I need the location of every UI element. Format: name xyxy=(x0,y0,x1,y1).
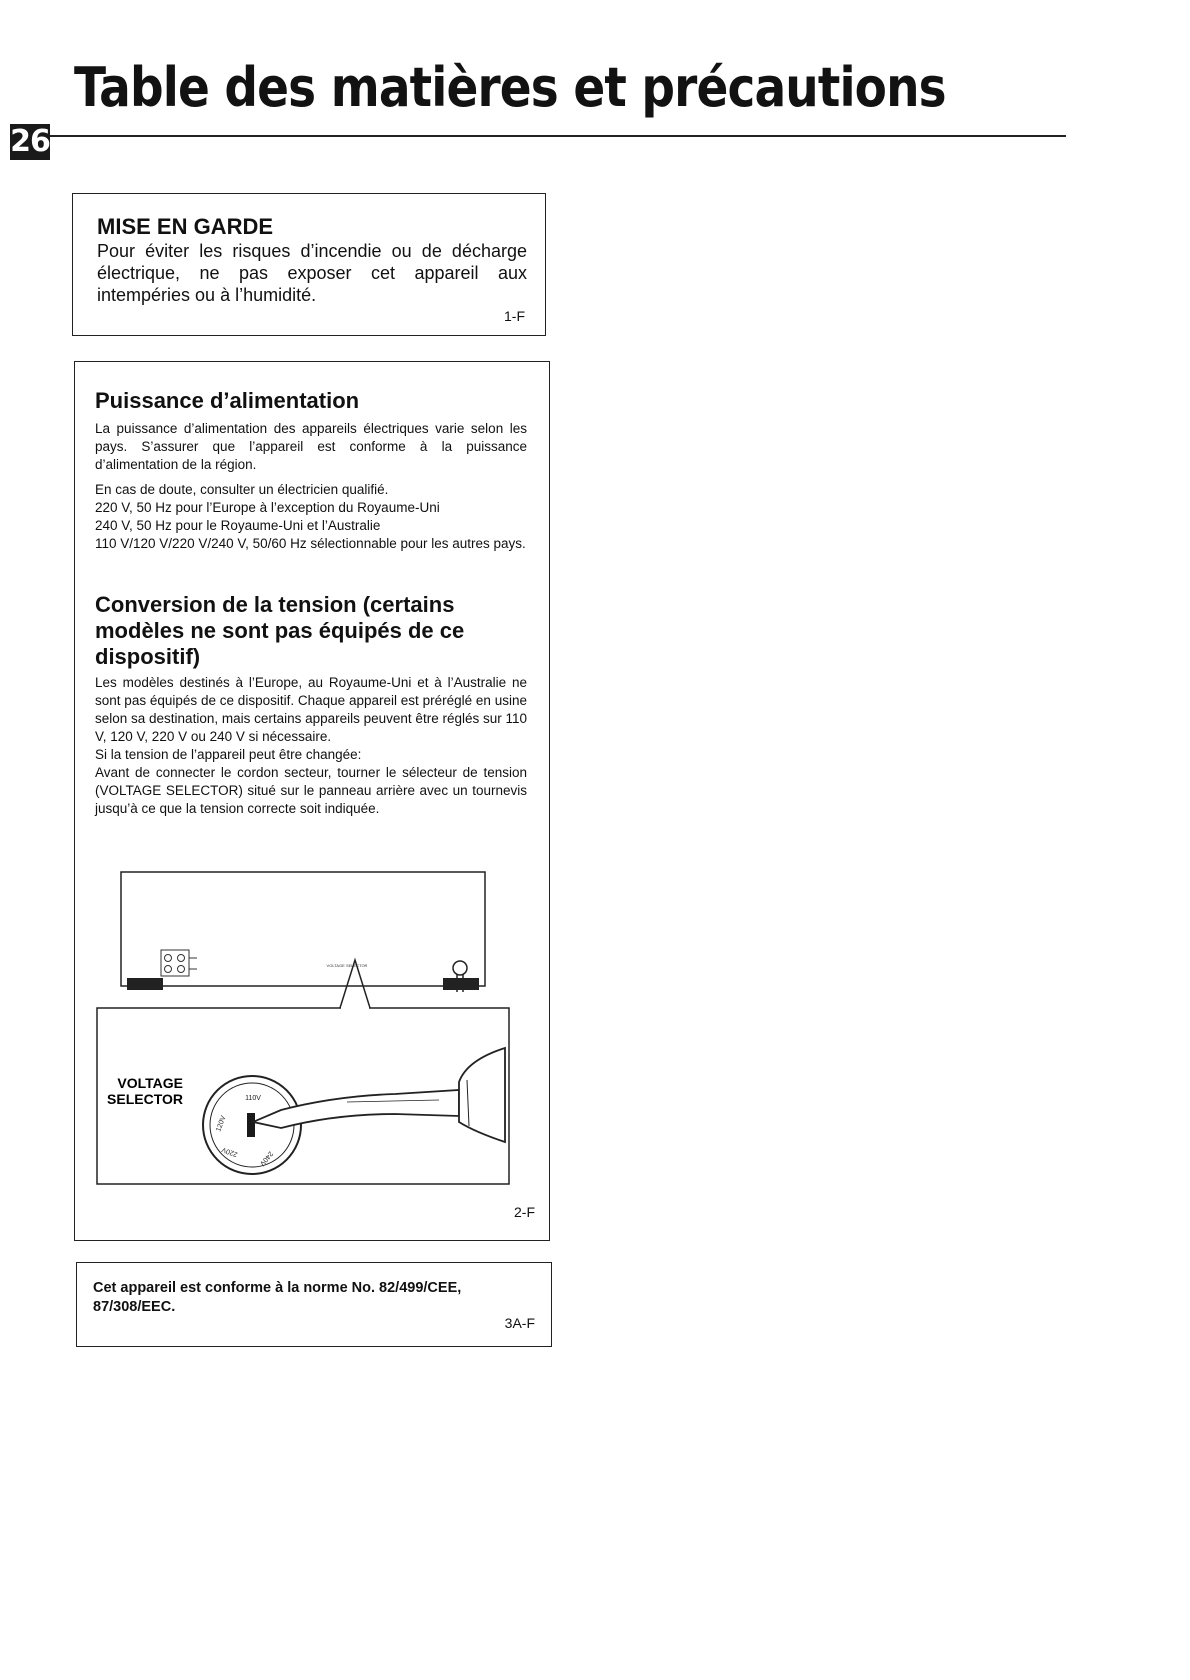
device-foot-right xyxy=(443,978,479,990)
device-foot-left xyxy=(127,978,163,990)
dial-220v: 220V xyxy=(220,1145,239,1158)
rear-panel xyxy=(121,872,485,986)
selector-label-line1: VOLTAGE xyxy=(117,1075,183,1091)
dial-120v: 120V xyxy=(215,1114,228,1133)
conversion-para-3: Avant de connecter le cordon secteur, tourner le sélecteur de tension (VOLTAGE SELECTOR) situé sur le panneau arrière avec un tournevis jusqu’à ce que la tension correcte soit indiquée. xyxy=(95,765,527,816)
power-line-3: 110 V/120 V/220 V/240 V, 50/60 Hz sélectionnable pour les autres pays. xyxy=(95,536,526,551)
dial-110v: 110V xyxy=(245,1095,261,1102)
title-rule xyxy=(50,135,1066,137)
warning-box xyxy=(72,193,546,336)
dial-240v: 240V xyxy=(257,1149,274,1167)
power-details xyxy=(95,481,527,553)
panel-selector-label: VOLTAGE SELECTOR xyxy=(326,963,368,968)
power-para-1: La puissance d’alimentation des appareils électriques varie selon les pays. S’assurer que l’appareil est conforme à la puissance d’alimentation de la région. xyxy=(95,421,527,472)
conversion-ref: 2-F xyxy=(514,1204,535,1220)
conversion-text xyxy=(95,674,527,818)
warning-heading: MISE EN GARDE xyxy=(97,214,274,239)
selector-label-line2: SELECTOR xyxy=(107,1091,183,1107)
conformity-text: Cet appareil est conforme à la norme No. 82/499/CEE, 87/308/EEC. xyxy=(93,1280,462,1315)
page-title: Table des matières et précautions xyxy=(74,56,946,119)
warning-text: Pour éviter les risques d’incendie ou de décharge électrique, ne pas exposer cet appareil aux intempéries ou à l’humidité. xyxy=(97,241,527,305)
conformity-ref: 3A-F xyxy=(504,1315,535,1331)
conversion-para-2: Si la tension de l’appareil peut être changée: xyxy=(95,747,362,762)
power-line-2: 240 V, 50 Hz pour le Royaume-Uni et l’Australie xyxy=(95,518,381,533)
power-box xyxy=(74,361,550,1241)
conversion-para-1: Les modèles destinés à l’Europe, au Royaume-Uni et à l’Australie ne sont pas équipés de ce dispositif. Chaque appareil est préréglé en usine selon sa destination, mais certains appareils peuvent être réglés sur 110 V, 120 V, 220 V ou 240 V si nécessaire. xyxy=(95,675,527,744)
power-heading: Puissance d’alimentation xyxy=(95,388,360,413)
conformity-box xyxy=(76,1262,552,1347)
dial-slot xyxy=(247,1113,255,1137)
power-para-2: En cas de doute, consulter un électricien qualifié. xyxy=(95,482,389,497)
page-number: 26 xyxy=(10,124,50,159)
conversion-heading: Conversion de la tension (certains modèles ne sont pas équipés de ce dispositif) xyxy=(95,592,465,669)
power-line-1: 220 V, 50 Hz pour l’Europe à l’exception du Royaume-Uni xyxy=(95,500,440,515)
warning-ref: 1-F xyxy=(504,308,525,324)
voltage-selector-illustration xyxy=(95,870,525,1190)
